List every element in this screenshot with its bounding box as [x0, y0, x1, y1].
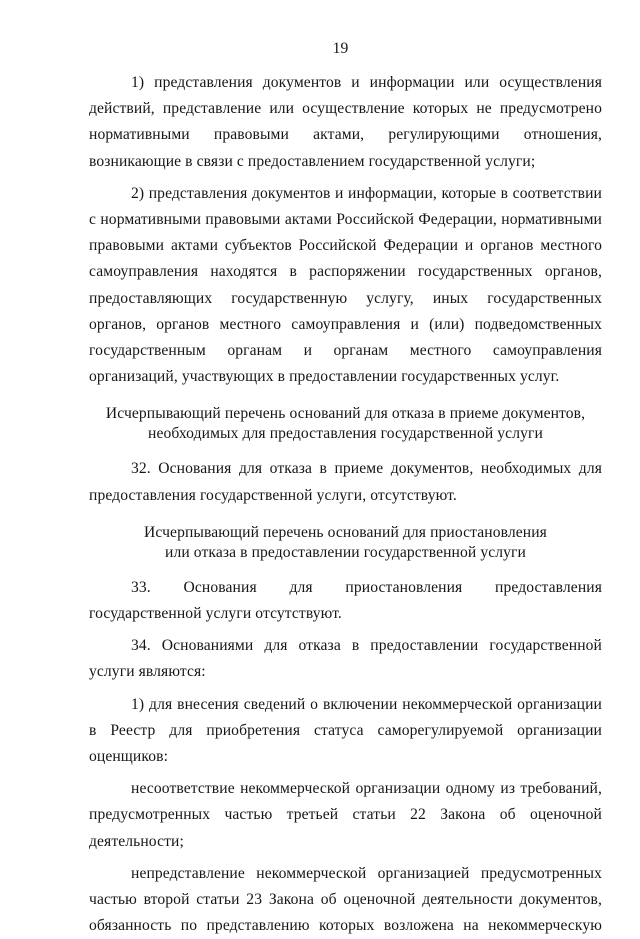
- paragraph-34-item-1-b: непредставление некоммерческой организацией предусмотренных частью второй статьи 23 Закона об оценочной деятельности документов, обязанность по представлению которых возложена на некоммерческую: [89, 864, 602, 935]
- heading-line: Исчерпывающий перечень оснований для приостановления: [144, 523, 547, 541]
- paragraph-34-item-1: 1) для внесения сведений о включении некоммерческой организации в Реестр для приобретения статуса саморегулируемой организации оценщиков:: [89, 695, 602, 766]
- paragraph-item-1: 1) представления документов и информации или осуществления действий, представление или осуществление которых не предусмотрено нормативными правовыми актами, регулирующими отношения, возникающие в связи с предоставлением государственной услуги;: [89, 74, 602, 170]
- paragraph-32: 32. Основания для отказа в приеме документов, необходимых для предоставления государственной услуги, отсутствуют.: [89, 460, 602, 504]
- paragraph-34-item-1-a: несоответствие некоммерческой организации одному из требований, предусмотренных частью третьей статьи 22 Закона об оценочной деятельности;: [89, 780, 602, 850]
- paragraph-33: 33. Основания для приостановления предоставления государственной услуги отсутствуют.: [89, 578, 602, 623]
- heading-line: необходимых для предоставления государственной услуги: [148, 425, 543, 443]
- section-heading-suspension-refusal: [89, 523, 602, 563]
- page-number: 19: [332, 40, 349, 57]
- paragraph-item-2: 2) представления документов и информации, которые в соответствии с нормативными правовыми актами Российской Федерации, нормативными правовыми актами субъектов Российской Федерации и органов местного самоуправления находятся в распоряжении государственных органов, предоставляющих государственную услугу, иных государственных органов, органов местного самоуправления и (или) подведомственных государственным органам и органам местного самоуправления организаций, участвующих в предоставлении государственных услуг.: [89, 184, 602, 386]
- section-heading-refusal-acceptance: [89, 404, 602, 444]
- heading-line: или отказа в предоставлении государственной услуги: [165, 543, 526, 561]
- paragraph-34: 34. Основаниями для отказа в предоставлении государственной услуги являются:: [89, 637, 602, 681]
- heading-line: Исчерпывающий перечень оснований для отказа в приеме документов,: [105, 405, 586, 423]
